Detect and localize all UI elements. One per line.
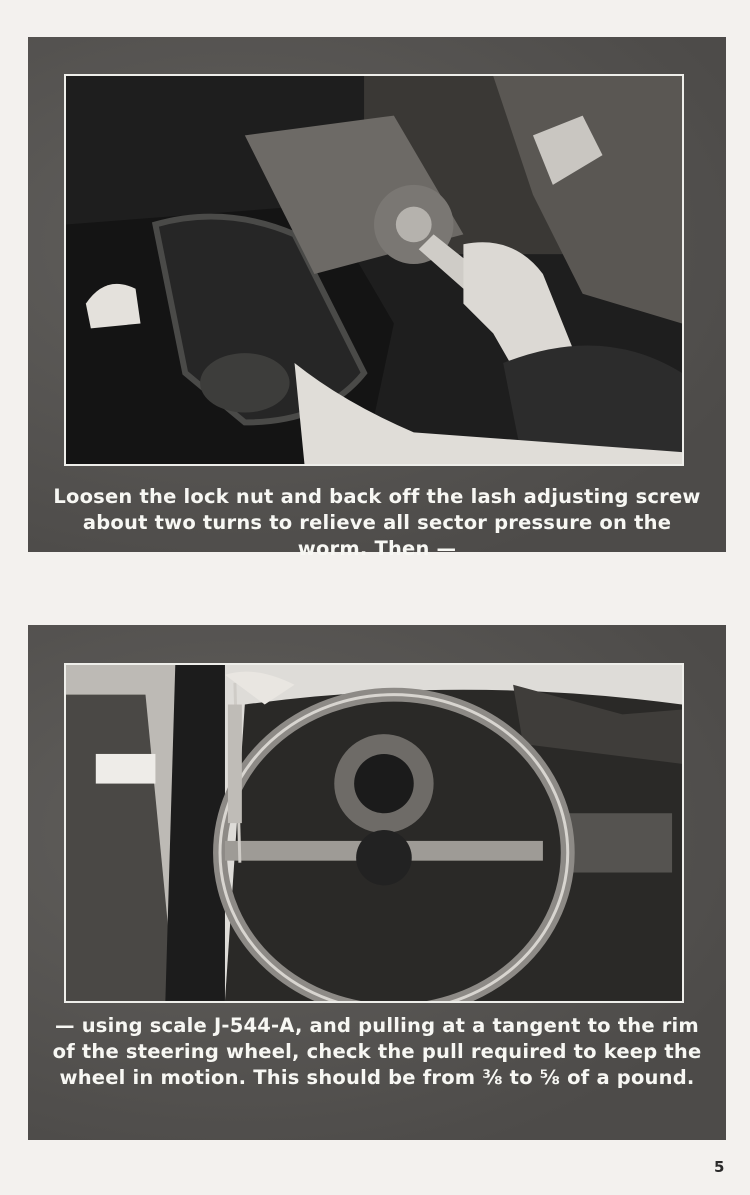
- instruction-panel-2: [28, 625, 726, 1140]
- caption-2: — using scale J-544-A, and pulling at a tangent to the rim of the steering wheel, check the pull required to keep the wheel in motion. This should be from ⅜ to ⅝ of a pound.: [52, 1014, 702, 1089]
- steering-gear-illustration: [66, 76, 682, 464]
- steering-wheel-illustration: [66, 665, 682, 1001]
- steering-wheel-photo: [64, 663, 684, 1003]
- caption-1: Loosen the lock nut and back off the lash adjusting screw about two turns to relieve all sector pressure on the worm. Then —: [53, 485, 701, 560]
- page-number: 5: [714, 1158, 725, 1176]
- instruction-panel-1: [28, 37, 726, 560]
- steering-gear-photo: [64, 74, 684, 466]
